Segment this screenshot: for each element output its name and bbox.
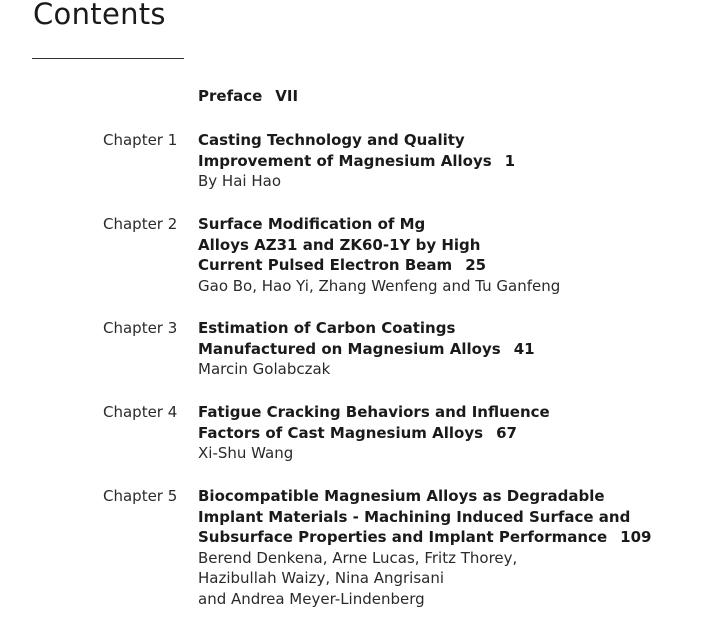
chapter-body bbox=[198, 214, 698, 296]
chapter-title-line: Estimation of Carbon Coatings bbox=[198, 319, 456, 337]
chapter-page-number: 1 bbox=[504, 151, 516, 170]
chapter-body bbox=[198, 130, 698, 192]
chapter-authors bbox=[198, 171, 698, 192]
chapter-title-line bbox=[198, 527, 698, 548]
chapter-title-text: Factors of Cast Magnesium Alloys bbox=[198, 423, 484, 442]
chapter-title-line: Biocompatible Magnesium Alloys as Degradable bbox=[198, 487, 605, 505]
page-title: Contents bbox=[33, 0, 166, 31]
author-line: Xi-Shu Wang bbox=[198, 444, 294, 462]
chapter-title-line bbox=[198, 339, 698, 360]
chapter-page-number: 109 bbox=[620, 528, 652, 546]
chapter-body bbox=[198, 486, 698, 609]
chapter-page-number: 41 bbox=[513, 339, 535, 358]
author-line: Marcin Golabczak bbox=[198, 360, 331, 378]
chapter-title-text: Manufactured on Magnesium Alloys bbox=[198, 339, 501, 358]
chapter-authors bbox=[198, 276, 698, 297]
chapter-title-line bbox=[198, 151, 698, 172]
chapter-title[interactable] bbox=[198, 402, 698, 443]
chapter-label: Chapter 3 bbox=[103, 319, 178, 337]
chapter-authors bbox=[198, 548, 698, 610]
chapter-body bbox=[198, 318, 698, 380]
preface-label: Preface bbox=[198, 87, 263, 105]
chapter-label: Chapter 2 bbox=[103, 215, 178, 233]
chapter-title-line: Implant Materials - Machining Induced Surface and bbox=[198, 507, 631, 526]
author-line: Gao Bo, Hao Yi, Zhang Wenfeng and Tu Ganfeng bbox=[198, 276, 561, 295]
title-divider bbox=[32, 58, 184, 59]
author-line: Hazibullah Waizy, Nina Angrisani bbox=[198, 569, 445, 587]
chapter-title-text: Subsurface Properties and Implant Performance bbox=[198, 528, 608, 546]
chapter-body bbox=[198, 402, 698, 464]
chapter-title-line: Alloys AZ31 and ZK60-1Y by High bbox=[198, 235, 481, 254]
chapter-authors bbox=[198, 359, 698, 380]
chapter-page-number: 67 bbox=[496, 423, 517, 442]
chapter-title-line bbox=[198, 255, 698, 276]
chapter-title-text: Current Pulsed Electron Beam bbox=[198, 256, 453, 274]
chapter-label: Chapter 4 bbox=[103, 403, 178, 421]
chapter-title-line: Casting Technology and Quality bbox=[198, 131, 465, 149]
chapter-title[interactable] bbox=[198, 214, 698, 276]
author-line: and Andrea Meyer-Lindenberg bbox=[198, 589, 425, 608]
preface-page-number: VII bbox=[275, 87, 299, 105]
toc-entry-preface[interactable] bbox=[198, 86, 298, 106]
chapter-title-line: Surface Modification of Mg bbox=[198, 215, 426, 233]
chapter-title[interactable] bbox=[198, 130, 698, 171]
chapter-page-number: 25 bbox=[465, 256, 487, 274]
chapter-title-line bbox=[198, 423, 698, 444]
author-line: Berend Denkena, Arne Lucas, Fritz Thorey, bbox=[198, 548, 518, 567]
chapter-title-line: Fatigue Cracking Behaviors and Influence bbox=[198, 403, 550, 421]
chapter-label: Chapter 5 bbox=[103, 487, 178, 505]
chapter-label: Chapter 1 bbox=[103, 131, 178, 149]
chapter-title-text: Improvement of Magnesium Alloys bbox=[198, 151, 492, 170]
chapter-title[interactable] bbox=[198, 486, 698, 548]
chapter-authors bbox=[198, 443, 698, 464]
chapter-title[interactable] bbox=[198, 318, 698, 359]
author-line: By Hai Hao bbox=[198, 172, 281, 190]
